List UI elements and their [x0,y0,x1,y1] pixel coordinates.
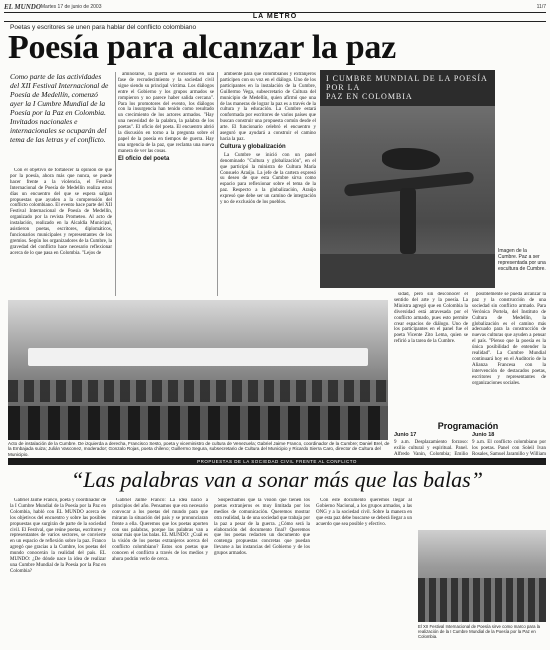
column-rule [217,72,218,296]
photo-caption: Imagen de la Cumbre. Paz a ser representada por una escultura de Cumbre. [498,248,546,272]
section-name: LA METRO [4,12,546,22]
article-text: sidad, pero sin desconocer el sentido del arte y la poesía. La Ministra agregó que en Colombia la diversidad está atravesada por el conflicto armado, pues esto permite crear espacios de diálogo. Uno de los participantes en el panel fue el poeta Vicente Zito Lema, quien se refirió a la tarea de la Cumbre. [394,292,468,345]
article-text: aminorarse, la guerra se encuentra en una fase de recrudecimiento y la sociedad civil sigue siendo su principal víctima. Los diálogos entre el Gobierno y los grupos armados se rompieron y no parece haber salida cercana". Para los promotores del evento, los diálogos con la insurgencia han tenido como resultado un crecimiento de los actores armados. "Hay una necesidad de la palabra, la palabra de los poetas". El oficio del poeta. El encuentro abrió la discusión en torno a la pregunta sobre el papel de la poesía en tiempos de guerra. Hay una urgencia de la paz, que reclama una nueva manera de ver las cosas. [118,72,214,154]
photo-ground [320,254,495,288]
sculpture-shape [400,188,416,254]
ceremony-photo [8,300,388,440]
interview-column-2 [112,498,208,646]
article-column-2 [118,72,214,296]
schedule-text: 9 a.m. Desplazamiento forzoso: exilio cultural y espiritual. Panel. Alfredo Vanin, Colombia; Emilio [394,439,468,456]
banner-sign: I CUMBRE MUNDIAL DE LA POESÍA POR LA PAZ EN COLOMBIA [320,70,495,106]
headline: Poesía para alcanzar la paz [8,29,396,66]
article-column-1 [10,168,112,296]
interview-text: Gabriel Jaime Franco: La idea nació a principios del año. Pensamos que era necesario convocar a los poetas del mundo para que miraran la situación del país y se pronunciaran frente a ella. Queremos que los poetas aporten con sus palabras, porque las palabras van a sonar más que las balas. EL MUNDO: ¿Cuál es la visión de los poetas extranjeros acerca del conflicto colombiano? Estos son poetas que conocen el conflicto a través de los medios y ahora podrán verlo de cerca. [112,498,208,563]
head-table [28,348,368,366]
schedule-day-2 [472,432,546,456]
photo-caption: El XII Festival Internacional de Poesía sirve como marco para la realización de la I Cumbre Mundial de la Poesía por la Paz en Colombia. [418,624,541,639]
audience-row [8,380,388,402]
kicker: Poetas y escritores se unen para hablar del conflicto colombiano [10,24,197,31]
lead-paragraph: Como parte de las actividades del XII Festival Internacional de Poesía de Medellín, comenzó ayer la I Cumbre Mundial de la Poesía por la Paz en Colombia. Invitados nacionales e internacionales se ocuparán del tema de las letras y el conflicto. [10,72,109,144]
article-text: posiblemente se pueda alcanzar la paz y la construcción de una sociedad sin conflicto armado. Para Verónica Portela, del Instituto de Cultura de Medellín, la globalización es el camino más adecuado para la construcción de nuevas culturas que ayuden a pensar el país. "Pienso que la poesía es la única posibilidad de entender la realidad". La Cumbre Mundial continuará hoy en el Auditorio de la Alianza Francesa con la intervención de destacados poetas, escritores y representantes de organizaciones sociales. [472,292,546,386]
schedule-title: Programación [437,421,499,431]
schedule-date: Junio 17 [394,432,417,438]
interview-text: Con este documento queremos llegar al Gobierno Nacional, a los grupos armados, a las ONG y a la sociedad civil. Sobre la manera en que esta paz debe buscarse se deberá llegar a un acuerdo que sea posible y efectivo. [316,498,412,527]
publication-date: Martes 17 de junio de 2003 [40,4,102,10]
article-column-5 [472,292,546,420]
schedule-day-1 [394,432,468,456]
newspaper-name: EL MUNDO [4,3,41,11]
interview-column-3 [214,498,310,646]
photo-caption: Acto de instalación de la Cumbre. De izquierda a derecha, Francisco Sesto, poeta y viceministro de cultura de Venezuela; Gabriel Jaime Franco, coordinador de la Cumbre; Daniel Brel, de la Embajada suiza; Julián Vasconez, moderador; Gonzalo Rojas, poeta chileno; Guillermo Segura, subsecretario de Cultura del Municipio y Ricardo Sierra Caro, director de Cultura del Municipio. [8,441,390,457]
column-heading: Cultura y globalización [220,143,286,150]
interview-column-1 [10,498,106,646]
article-text: La Cumbre se inició con un panel denominado "Cultura y globalización", en el que participó la ministra de Cultura María Consuelo Araújo. La jefe de la cartera expresó su deseo de que esta Cumbre sirva como espacio para reflexionar sobre el tema de la paz. Respecto a la globalización, Araújo expresó que debe ser un camino de integración y no de exclusión de los pueblos. [220,152,316,206]
article-text: Con el objetivo de fortalecer la opinión de que por la poesía, ahora más que nunca, se puede hacer frente a la violencia, el Festival Internacional de Poesía de Medellín realiza estos días un encuentro del que se espera salgan propuestas que ayuden a la comprensión del conflicto colombiano. El evento hace parte del XII Festival Internacional de Poesía de Medellín, organizado por la revista Prometeo. Al acto de instalación, realizado en la Alcaldía Municipal, asistieron poetas, escritores, diplomáticos, funcionarios municipales y representantes de los gremios. Según los organizadores de la Cumbre, la gravedad del conflicto hace necesario reflexionar acerca de lo que pasa en Colombia. "Lejos de [10,168,112,256]
schedule-date: Junio 18 [472,432,495,438]
audience-row [8,406,388,440]
crowd-shape [418,578,546,622]
sculpture-shape [382,148,440,170]
schedule-text: 9 a.m. El conflicto colombiano por los poetas. Panel con Soleil Ivan Rosales, Samuel Jaramillo y William [472,439,546,456]
masthead [4,2,546,12]
festival-photo [418,530,546,622]
article-text: ambiente para que colombianos y extranjeros participen con su voz en el diálogo. Uno de los participantes en la instalación de la Cumbre, Guillermo Vega, subsecretario de Cultura del municipio de Medellín, quien afirmó que una de las maneras de lograr la paz es a través de la cultura y la educación. La Cumbre estará conformada por escritores de varios países que buscan construir una propuesta común desde el arte. El funcionario celebró el encuentro y aseguró que ayudará a construir el camino hacia la paz. [220,72,316,142]
article-column-4 [394,292,468,420]
page-number: 11/7 [536,4,546,10]
sculpture-photo [320,70,495,288]
column-heading: El oficio del poeta [118,155,170,162]
column-rule [115,72,116,296]
section-divider: PROPUESTAS DE LA SOCIEDAD CIVIL FRENTE AL CONFLICTO [8,458,546,465]
article-column-3 [220,72,316,296]
interview-text: Gabriel Jaime Franco, poeta y coordinador de la I Cumbre Mundial de la Poesía por la Paz en Colombia, habló con EL MUNDO acerca de los objetivos del encuentro y sobre las posibles propuestas que surgirán de parte de la sociedad civil. El Festival, que reúne poetas, escritores y representantes de varios sectores, se convierte en un espacio de reflexión sobre la paz. Franco agregó que gracias a la Cumbre, los poetas del mundo conocerán la realidad del país. EL MUNDO: ¿De dónde nace la idea de realizar una Cumbre Mundial de la Poesía por la Paz en Colombia? [10,498,106,574]
interview-text: Sospechamos que la visión que tienen los poetas extranjeros es muy limitada por los medios de comunicación. Queremos mostrar otra realidad, la de una sociedad que trabaja por la paz a pesar de la guerra. ¿Cómo será la elaboración del documento final? Queremos que los poetas redacten un documento que contenga propuestas concretas que puedan llevarse a las instancias del Gobierno y de los grupos armados. [214,498,310,557]
interview-column-4 [316,498,412,646]
interview-headline: “Las palabras van a sonar más que las balas” [71,467,483,492]
